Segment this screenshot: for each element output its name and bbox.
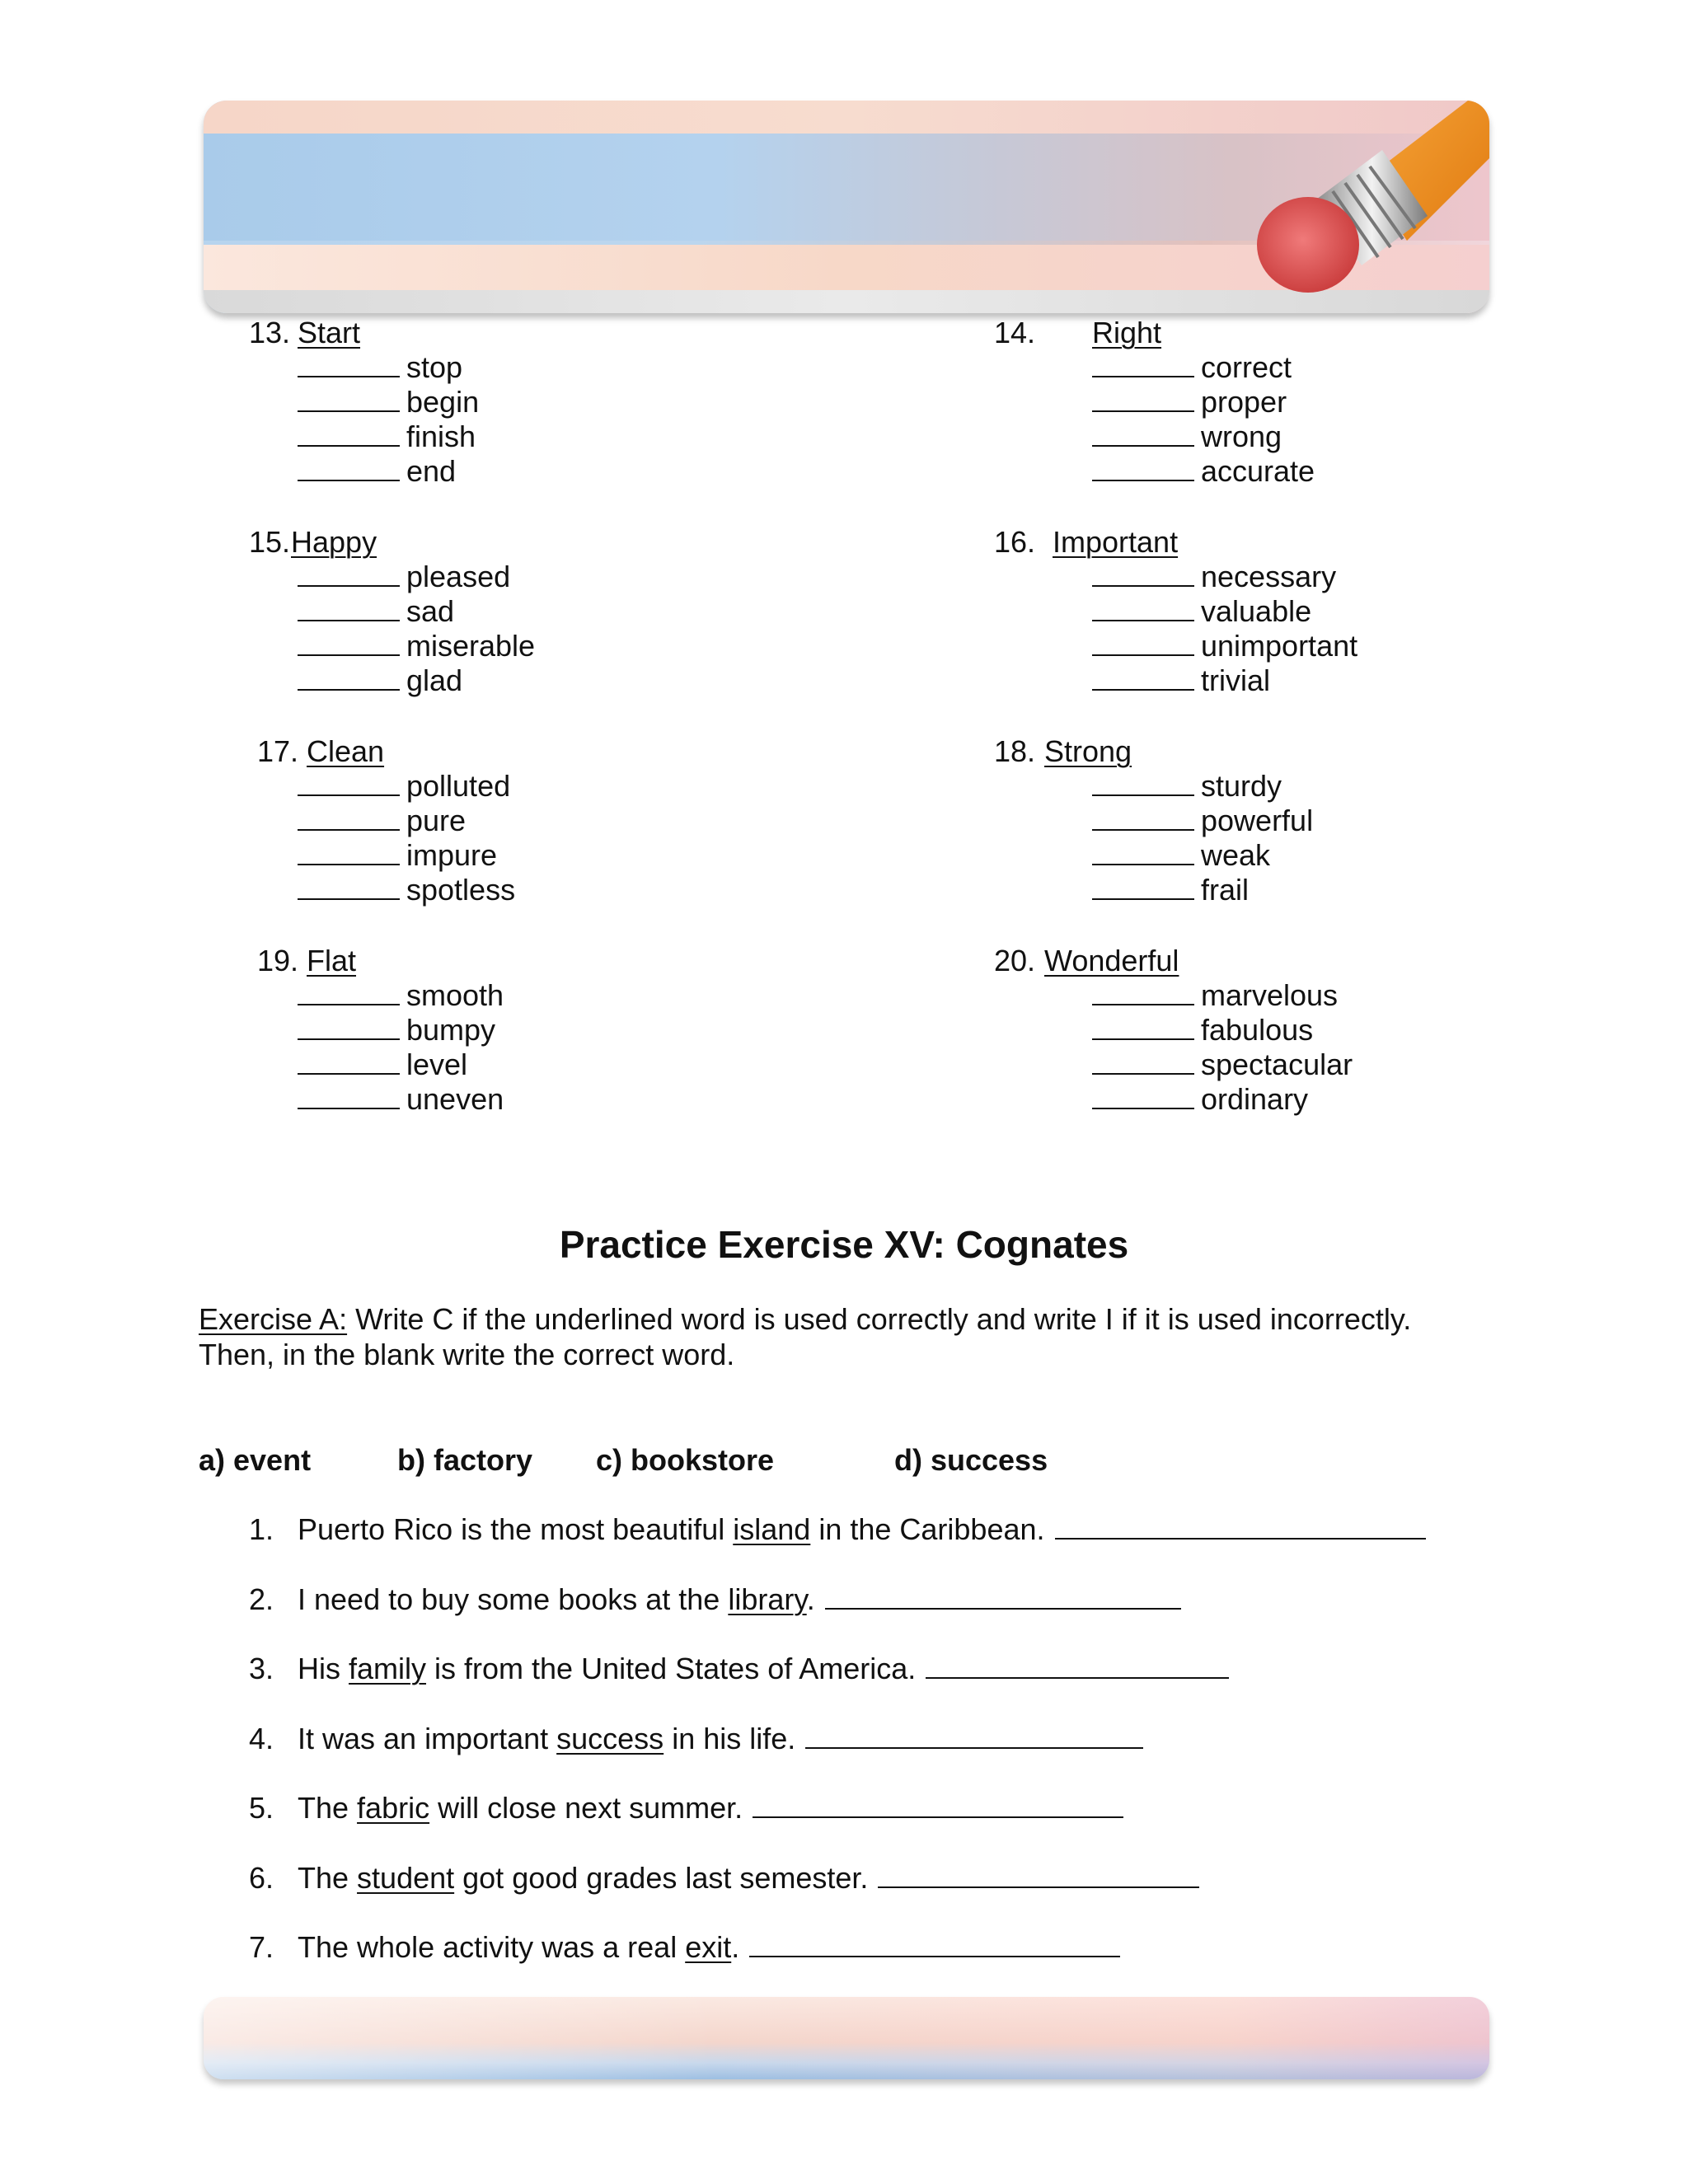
answer-blank[interactable]: [1055, 1513, 1426, 1540]
answer-blank[interactable]: [926, 1652, 1229, 1679]
vocab-option: [298, 663, 462, 698]
option-text: bumpy: [406, 1013, 496, 1047]
underlined-word: library: [728, 1582, 807, 1616]
option-text: glad: [406, 663, 463, 697]
answer-blank[interactable]: [298, 455, 400, 481]
option-text: begin: [406, 385, 480, 419]
answer-blank[interactable]: [298, 1083, 400, 1109]
sentence-text: I need to buy some books at the: [298, 1582, 729, 1616]
underlined-word: success: [556, 1721, 664, 1755]
vocab-option: [1092, 978, 1338, 1013]
answer-blank[interactable]: [1092, 420, 1194, 447]
word-bank-b: b) factory: [397, 1443, 533, 1477]
answer-blank[interactable]: [1092, 979, 1194, 1005]
header-banner: [204, 101, 1489, 313]
sentence: [298, 1930, 1120, 1965]
option-text: uneven: [406, 1082, 504, 1116]
answer-blank[interactable]: [298, 560, 400, 587]
answer-blank[interactable]: [298, 595, 400, 621]
option-text: end: [406, 454, 457, 488]
vocab-word: Wonderful: [1044, 944, 1179, 977]
vocab-number: 16.: [994, 525, 1036, 559]
option-text: miserable: [406, 629, 536, 663]
underlined-word: student: [357, 1860, 455, 1895]
answer-blank[interactable]: [749, 1931, 1120, 1957]
answer-blank[interactable]: [1092, 595, 1194, 621]
option-text: proper: [1201, 385, 1287, 419]
word-bank-a: a) event: [199, 1443, 312, 1477]
vocab-option: [1092, 663, 1270, 698]
answer-blank[interactable]: [298, 839, 400, 865]
sentence-number: 7.: [249, 1930, 274, 1964]
option-text: impure: [406, 838, 498, 872]
option-text: spectacular: [1201, 1047, 1353, 1081]
vocab-option: [1092, 1047, 1353, 1082]
option-text: valuable: [1201, 594, 1312, 628]
vocab-word: Happy: [291, 525, 377, 559]
sentence-text: will close next summer.: [429, 1791, 743, 1825]
underlined-word: exit: [685, 1930, 732, 1964]
option-text: ordinary: [1201, 1082, 1309, 1116]
answer-blank[interactable]: [298, 386, 400, 412]
vocab-word: Flat: [307, 944, 357, 977]
underlined-word: fabric: [357, 1791, 430, 1825]
sentence-number: 6.: [249, 1860, 274, 1895]
sentence: [298, 1582, 1181, 1617]
vocab-word: Strong: [1044, 734, 1132, 768]
option-text: smooth: [406, 978, 504, 1012]
vocab-option: [298, 838, 497, 873]
answer-blank[interactable]: [1092, 386, 1194, 412]
sentence-text: Puerto Rico is the most beautiful: [298, 1512, 734, 1546]
option-text: frail: [1201, 873, 1250, 907]
option-text: stop: [406, 350, 463, 384]
option-text: powerful: [1201, 804, 1314, 837]
vocab-option: [1092, 1013, 1313, 1047]
vocab-number: 18.: [994, 734, 1036, 768]
sentence: [298, 1722, 1143, 1756]
answer-blank[interactable]: [298, 979, 400, 1005]
vocab-option: [298, 454, 456, 489]
pencil-eraser: [1257, 197, 1359, 293]
answer-blank[interactable]: [1092, 804, 1194, 831]
sentence-text: The: [298, 1791, 358, 1825]
vocab-option: [298, 560, 510, 594]
option-text: sad: [406, 594, 455, 628]
instructions-line-1: [199, 1302, 1411, 1337]
sentence-text: It was an important: [298, 1721, 557, 1755]
vocab-word: Right: [1092, 316, 1162, 349]
option-text: pure: [406, 804, 467, 837]
sentence: [298, 1652, 1229, 1686]
vocab-word: Clean: [307, 734, 385, 768]
vocab-number: 15.: [249, 525, 291, 559]
answer-blank[interactable]: [1092, 455, 1194, 481]
vocab-number: 14.: [994, 316, 1036, 349]
answer-blank[interactable]: [298, 664, 400, 691]
answer-blank[interactable]: [1092, 630, 1194, 656]
option-text: level: [406, 1047, 468, 1081]
option-text: polluted: [406, 769, 511, 803]
answer-blank[interactable]: [1092, 1048, 1194, 1075]
vocab-option: [1092, 804, 1313, 838]
word-bank-d: d) success: [894, 1443, 1048, 1477]
vocab-option: [298, 873, 515, 907]
vocab-number: 13.: [249, 316, 291, 349]
answer-blank[interactable]: [1092, 664, 1194, 691]
vocab-option: [298, 1047, 467, 1082]
option-text: wrong: [1201, 419, 1282, 453]
answer-blank[interactable]: [298, 1048, 400, 1075]
sentence-number: 5.: [249, 1791, 274, 1825]
vocab-option: [298, 419, 476, 454]
answer-blank[interactable]: [1092, 770, 1194, 796]
answer-blank[interactable]: [298, 770, 400, 796]
vocab-option: [298, 350, 462, 385]
vocab-option: [298, 804, 466, 838]
option-text: necessary: [1201, 560, 1337, 593]
answer-blank[interactable]: [825, 1583, 1181, 1610]
vocab-option: [1092, 838, 1270, 873]
sentence: [298, 1861, 1199, 1896]
answer-blank[interactable]: [878, 1862, 1199, 1888]
sentence-text: The: [298, 1860, 358, 1895]
option-text: accurate: [1201, 454, 1315, 488]
sentence-text: in his life.: [663, 1721, 796, 1755]
sentence-text: .: [806, 1582, 815, 1616]
vocab-option: [1092, 419, 1282, 454]
option-text: spotless: [406, 873, 516, 907]
option-text: unimportant: [1201, 629, 1358, 663]
sentence: [298, 1512, 1426, 1547]
vocab-option: [1092, 873, 1249, 907]
sentence-text: .: [731, 1930, 740, 1964]
vocab-option: [1092, 560, 1336, 594]
sentence-text: His: [298, 1652, 349, 1685]
underlined-word: family: [349, 1652, 427, 1685]
option-text: fabulous: [1201, 1013, 1314, 1047]
answer-blank[interactable]: [1092, 874, 1194, 900]
answer-blank[interactable]: [1092, 1014, 1194, 1040]
pencil-eraser-icon: [1193, 101, 1489, 313]
answer-blank[interactable]: [753, 1792, 1123, 1818]
answer-blank[interactable]: [1092, 560, 1194, 587]
vocab-option: [1092, 385, 1287, 419]
answer-blank[interactable]: [1092, 839, 1194, 865]
sentence-number: 4.: [249, 1721, 274, 1755]
answer-blank[interactable]: [298, 874, 400, 900]
answer-blank[interactable]: [298, 804, 400, 831]
vocab-option: [298, 1013, 495, 1047]
instructions-line-2: Then, in the blank write the correct word.: [199, 1338, 735, 1371]
word-bank-c: c) bookstore: [596, 1443, 775, 1477]
vocab-number: 17.: [257, 734, 299, 768]
answer-blank[interactable]: [298, 630, 400, 656]
vocab-option: [298, 629, 535, 663]
vocab-word: Important: [1053, 525, 1179, 559]
sentence-number: 3.: [249, 1652, 274, 1685]
vocab-number: 19.: [257, 944, 299, 977]
option-text: sturdy: [1201, 769, 1282, 803]
exercise-label: Exercise A:: [199, 1302, 348, 1336]
banner-shine: [204, 1997, 1489, 2079]
answer-blank[interactable]: [805, 1722, 1143, 1749]
vocab-option: [298, 385, 479, 419]
vocab-number: 20.: [994, 944, 1036, 977]
vocab-option: [298, 594, 454, 629]
sentence-number: 1.: [249, 1512, 274, 1546]
vocab-option: [1092, 1082, 1308, 1117]
vocab-option: [1092, 350, 1292, 385]
option-text: pleased: [406, 560, 511, 593]
sentence-number: 2.: [249, 1582, 274, 1616]
vocab-option: [298, 769, 510, 804]
option-text: correct: [1201, 350, 1292, 384]
underlined-word: island: [733, 1512, 811, 1546]
sentence-text: got good grades last semester.: [454, 1860, 869, 1895]
sentence-text: in the Caribbean.: [810, 1512, 1045, 1546]
vocab-option: [298, 978, 504, 1013]
answer-blank[interactable]: [1092, 351, 1194, 377]
answer-blank[interactable]: [298, 351, 400, 377]
vocab-option: [1092, 454, 1315, 489]
answer-blank[interactable]: [1092, 1083, 1194, 1109]
answer-blank[interactable]: [298, 1014, 400, 1040]
sentence-text: is from the United States of America.: [426, 1652, 917, 1685]
answer-blank[interactable]: [298, 420, 400, 447]
vocab-option: [1092, 594, 1311, 629]
vocab-option: [1092, 769, 1282, 804]
option-text: trivial: [1201, 663, 1271, 697]
option-text: marvelous: [1201, 978, 1339, 1012]
option-text: finish: [406, 419, 476, 453]
vocab-option: [298, 1082, 504, 1117]
footer-banner: [204, 1997, 1489, 2079]
page-title: Practice Exercise XV: Cognates: [559, 1223, 1129, 1266]
vocab-word: Start: [298, 316, 361, 349]
vocab-option: [1092, 629, 1357, 663]
option-text: weak: [1201, 838, 1271, 872]
sentence-text: The whole activity was a real: [298, 1930, 686, 1964]
instructions-text: Write C if the underlined word is used correctly and write I if it is used incorrectly.: [347, 1302, 1412, 1336]
sentence: [298, 1791, 1123, 1825]
